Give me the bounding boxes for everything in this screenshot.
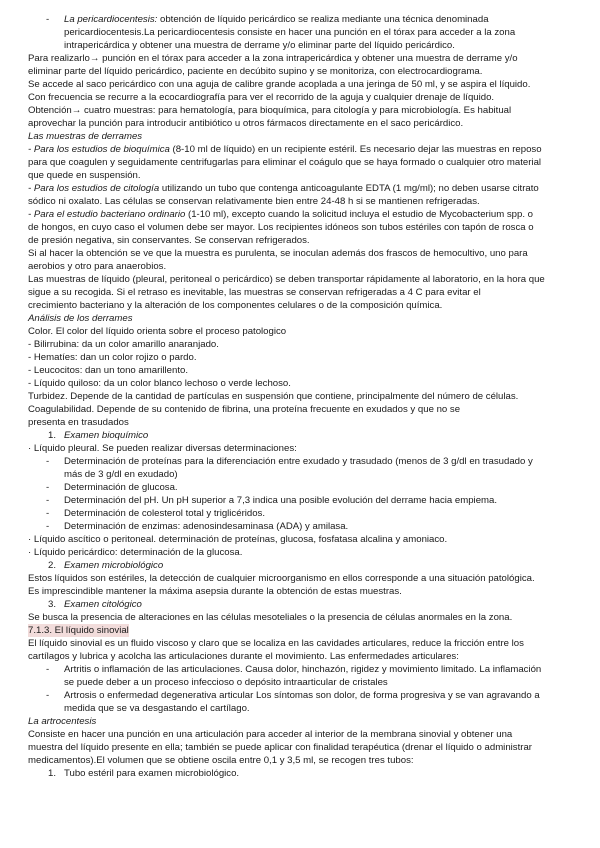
text-line: muestra del líquido presente en ella; también se puede aplicar con finalidad terapéutica (drenar el líquido o administrar	[28, 742, 532, 753]
text-line: - Líquido quiloso: da un color blanco lechoso o verde lechoso.	[28, 378, 291, 389]
italic-lead: - Para los estudios de bioquímica	[28, 144, 170, 155]
text-line: aprovechar la punción para introducir antibiótico u otros fármacos directamente en el saco pericárdico.	[28, 118, 464, 129]
text-line: Determinación de glucosa.	[64, 482, 178, 493]
text-line: Se busca la presencia de alteraciones en las células mesoteliales o la presencia de células anormales en la zona.	[28, 612, 513, 623]
text-line: crecimiento bacteriano y la alteración de los componentes celulares o de la composición química.	[28, 300, 443, 311]
text-line: Las muestras de derrames	[28, 131, 143, 142]
italic-lead: - Para los estudios de citología	[28, 183, 160, 194]
text-line	[64, 13, 489, 26]
text-line: medicamentos).El volumen que se obtiene oscila entre 0,1 y 3,5 ml, se recogen tres tubos:	[28, 755, 414, 766]
list-marker: 1.	[48, 768, 57, 779]
text-line: Estos líquidos son estériles, la detección de cualquier microorganismo en ellos corresponde a una situación patológica.	[28, 573, 535, 584]
list-marker: -	[46, 508, 50, 519]
text-line: Con frecuencia se recurre a la ecocardiografía para ver el recorrido de la aguja y cualquier drenaje de líquido.	[28, 92, 495, 103]
list-marker: -	[46, 521, 50, 532]
text-line: Turbidez. Depende de la cantidad de partículas en suspensión que contiene, principalmente del número de células.	[28, 391, 519, 402]
text-line: Color. El color del líquido orienta sobre el proceso patologico	[28, 326, 287, 337]
italic-lead: La pericardiocentesis:	[64, 14, 158, 25]
list-marker: -	[46, 456, 50, 467]
text-line: Si al hacer la obtención se ve que la muestra es purulenta, se inoculan además dos frascos de hemocultivo, uno para	[28, 248, 528, 259]
text-line: Análisis de los derrames	[28, 313, 133, 324]
list-marker: 1.	[48, 430, 57, 441]
text-line: de hongos, en cuyo caso el volumen debe ser mayor. Los recipientes idóneos son tubos estériles con tapón de rosca o	[28, 222, 534, 233]
text-run: obtención de líquido pericárdico se realiza mediante una técnica denominada	[157, 14, 489, 25]
text-run: (1-10 ml), excepto cuando la solicitud incluya el estudio de Mycobacterium spp. o	[185, 209, 534, 220]
list-marker: 3.	[48, 599, 57, 610]
text-line: El líquido sinovial es un fluido viscoso y claro que se localiza en las cavidades articulares, reduce la fricción entre los	[28, 638, 524, 649]
italic-lead: - Para el estudio bacteriano ordinario	[28, 209, 186, 220]
list-marker: 2.	[48, 560, 57, 571]
text-line: medida que se va desgastando el cartílago.	[64, 703, 250, 714]
list-marker: -	[46, 482, 50, 493]
text-line: Determinación de proteínas para la diferenciación entre exudado y trasudado (menos de 3 g/dl en trasudado y	[64, 456, 533, 467]
text-line: Es imprescindible mantener la máxima asepsia durante la obtención de estas muestras.	[28, 586, 402, 597]
text-line: se puede deber a un proceso infeccioso o depósito intraarticular de cristales	[64, 677, 388, 688]
text-line: Determinación del pH. Un pH superior a 7,3 indica una posible evolución del derrame hacia empiema.	[64, 495, 498, 506]
text-line: Coagulabilidad. Depende de su contenido de fibrina, una proteína frecuente en exudados y que no se	[28, 404, 461, 415]
text-line: Examen bioquímico	[64, 430, 149, 441]
text-line: La artrocentesis	[28, 716, 97, 727]
text-line	[28, 208, 533, 221]
text-line: - Bilirrubina: da un color amarillo anaranjado.	[28, 339, 219, 350]
text-line: para que coagulen y seguidamente centrifugarlas para eliminar el coágulo que se haya formado o cualquier otro material	[28, 157, 542, 168]
text-line: · Líquido pleural. Se pueden realizar diversas determinaciones:	[28, 443, 297, 454]
text-line: sódico ni oxalato. Las células se conservan relativamente bien entre 24-48 h si se mantienen refrigeradas.	[28, 196, 480, 207]
text-line: Se accede al saco pericárdico con una aguja de calibre grande acoplada a una jeringa de 50 ml, y se aspira el líquido.	[28, 79, 531, 90]
text-line: Las muestras de líquido (pleural, peritoneal o pericárdico) se deben transportar rápidamente al laboratorio, en la hora que	[28, 274, 545, 285]
text-line: Artritis o inflamación de las articulaciones. Causa dolor, hinchazón, rigidez y movimiento limitado. La inflamación	[64, 664, 542, 675]
list-marker: -	[46, 690, 50, 701]
text-line: pericardiocentesis.La pericardiocentesis consiste en hacer una punción en el tórax para acceder a la zona	[64, 27, 516, 38]
text-line: Determinación de colesterol total y triglicéridos.	[64, 508, 266, 519]
text-run: utilizando un tubo que contenga anticoagulante EDTA (1 mg/ml); no deben usarse citrato	[159, 183, 539, 194]
text-line: eliminar parte del líquido pericárdico, paciente en decúbito supino y se monitoriza, con electrocardiograma.	[28, 66, 483, 77]
text-line: cartílagos y lubrica y acolcha las articulaciones durante el movimiento. Las enfermedades articulares:	[28, 651, 459, 662]
text-line: Para realizarlo→ punción en el tórax para acceder a la zona intrapericárdica y obtener una muestra de derrame y/o	[28, 53, 518, 64]
text-line	[28, 182, 539, 195]
text-line: Consiste en hacer una punción en una articulación para acceder al interior de la membrana sinovial y obtener una	[28, 729, 513, 740]
text-line	[28, 143, 542, 156]
section-heading: 7.1.3. El líquido sinovial	[28, 625, 129, 636]
list-marker: -	[46, 14, 50, 25]
text-line: Tubo estéril para examen microbiológico.	[64, 768, 240, 779]
text-line: · Líquido ascítico o peritoneal. determinación de proteínas, glucosa, fosfatasa alcalina y amoniaco.	[28, 534, 448, 545]
text-line: más de 3 g/dl en exudado)	[64, 469, 178, 480]
text-line: que quede en suspensión.	[28, 170, 141, 181]
text-line: intrapericárdica y obtener una muestra de derrame y/o eliminar parte del líquido pericárdico.	[64, 40, 455, 51]
text-line: Examen microbiológico	[64, 560, 164, 571]
text-line: presenta en trasudados	[28, 417, 129, 428]
text-line: - Leucocitos: dan un tono amarillento.	[28, 365, 188, 376]
text-line: Artrosis o enfermedad degenerativa articular Los síntomas son dolor, de forma progresiva y se van agravando a	[64, 690, 540, 701]
list-marker: -	[46, 495, 50, 506]
text-line: sigue a su recogida. Si el retraso es inevitable, las muestras se conservan refrigeradas a 4 C para evitar el	[28, 287, 481, 298]
text-line: Obtención→ cuatro muestras: para hematología, para bioquímica, para citología y para microbiología. Es habitual	[28, 105, 512, 116]
text-line: aerobios y otro para anaerobios.	[28, 261, 167, 272]
text-line: Determinación de enzimas: adenosindesaminasa (ADA) y amilasa.	[64, 521, 349, 532]
text-line: - Hematíes: dan un color rojizo o pardo.	[28, 352, 197, 363]
text-line: Examen citológico	[64, 599, 142, 610]
list-marker: -	[46, 664, 50, 675]
text-line: · Líquido pericárdico: determinación de la glucosa.	[28, 547, 243, 558]
text-line: de presión negativa, sin conservantes. Se conservan refrigerados.	[28, 235, 310, 246]
text-run: (8-10 ml de líquido) en un recipiente estéril. Es necesario dejar las muestras en reposo	[169, 144, 542, 155]
